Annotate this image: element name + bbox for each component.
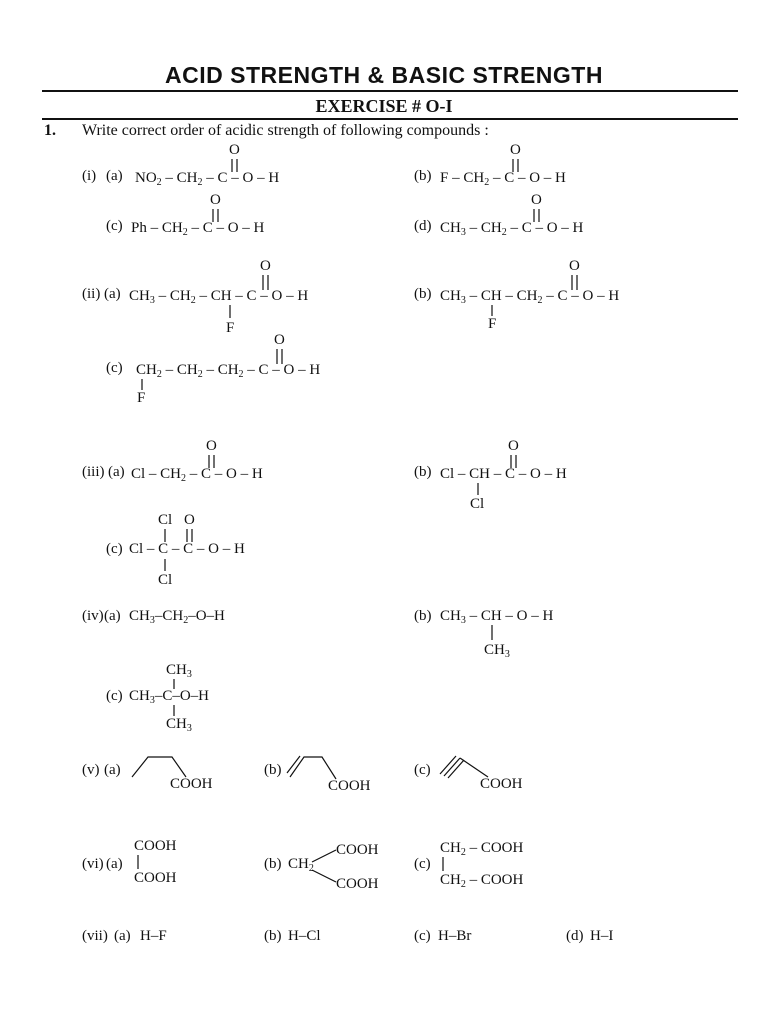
part-iv-b-methyl: $CH_3$	[484, 642, 510, 660]
part-iii-a-formula: Cl – $CH_2$ – C – O – H	[131, 466, 263, 484]
question-text: Write correct order of acidic strength of following compounds :	[82, 122, 489, 139]
part-vii-d-formula: H–I	[590, 928, 614, 944]
part-vii-a-label: (a)	[114, 928, 131, 944]
part-iii-c-top-cl: Cl	[158, 512, 173, 528]
skeleton-v-c	[440, 756, 488, 778]
part-i-a-label: (a)	[106, 168, 123, 184]
part-ii-a-carbonyl-o: O	[260, 258, 271, 274]
part-vii-label: (vii)	[82, 928, 108, 944]
part-iv-b-label: (b)	[414, 608, 432, 624]
part-iii-c-formula: Cl – C – C – O – H	[129, 541, 245, 557]
part-v-b-cooh: COOH	[328, 778, 371, 794]
part-i-a-formula: $NO_2 - CH_2$ – C – O – H	[135, 170, 280, 188]
part-ii-b-fluorine: F	[488, 316, 497, 332]
part-v-label: (v)	[82, 762, 100, 778]
part-vii-b-label: (b)	[264, 928, 282, 944]
part-i-d-formula: $CH_3 - CH_2$ – C – O – H	[440, 220, 584, 238]
part-ii-a-label: (a)	[104, 286, 121, 302]
part-iv-c-formula: $CH_3-C-O-H$	[129, 688, 210, 706]
part-iii-c-carbonyl-o: O	[184, 512, 195, 528]
part-ii-c-formula: $CH_2 - CH_2 - CH_2$ – C – O – H	[136, 362, 321, 380]
part-iii-label: (iii)	[82, 464, 105, 480]
part-i-b-formula: F – $CH_2$ – C – O – H	[440, 170, 566, 188]
part-vi-a-bottom-cooh: COOH	[134, 870, 177, 886]
part-iv-c-bottom-methyl: $CH_3$	[166, 716, 192, 734]
part-vi-a-top-cooh: COOH	[134, 838, 177, 854]
part-iii-b-label: (b)	[414, 464, 432, 480]
part-vi-a-label: (a)	[106, 856, 123, 872]
part-vi-b-top-cooh: COOH	[336, 842, 379, 858]
part-vii-d-label: (d)	[566, 928, 584, 944]
part-ii-a-fluorine: F	[226, 320, 235, 336]
part-i-d-carbonyl-o: O	[531, 192, 542, 208]
part-ii-c-label: (c)	[106, 360, 123, 376]
part-ii-c-carbonyl-o: O	[274, 332, 285, 348]
skeleton-v-a	[132, 757, 186, 777]
part-ii-b-label: (b)	[414, 286, 432, 302]
part-iii-b-carbonyl-o: O	[508, 438, 519, 454]
part-iv-c-top-methyl: $CH_3$	[166, 662, 192, 680]
part-v-a-label: (a)	[104, 762, 121, 778]
exercise-heading: EXERCISE # O-I	[315, 96, 453, 116]
part-iii-b-chlorine: Cl	[470, 496, 485, 512]
part-v-b-label: (b)	[264, 762, 282, 778]
part-i-b-carbonyl-o: O	[510, 142, 521, 158]
part-i-c-formula: Ph – $CH_2$ – C – O – H	[131, 220, 265, 238]
part-iv-b-formula: $CH_3$ – CH – O – H	[440, 608, 554, 626]
part-vi-c-label: (c)	[414, 856, 431, 872]
part-i-c-carbonyl-o: O	[210, 192, 221, 208]
part-iv-a-label: (a)	[104, 608, 121, 624]
part-i-c-label: (c)	[106, 218, 123, 234]
part-vi-b-ch2: $CH_2$	[288, 856, 314, 874]
part-vi-c-bottom: $CH_2$ – COOH	[440, 872, 524, 890]
part-ii-c-fluorine: F	[137, 390, 146, 406]
part-vii-c-formula: H–Br	[438, 928, 472, 944]
part-vi-c-top: $CH_2$ – COOH	[440, 840, 524, 858]
exercise-divider	[42, 118, 738, 120]
title-divider	[42, 90, 738, 92]
page-title: ACID STRENGTH & BASIC STRENGTH	[165, 62, 603, 88]
part-v-a-cooh: COOH	[170, 776, 213, 792]
part-vii-a-formula: H–F	[140, 928, 167, 944]
skeleton-v-b	[287, 756, 336, 779]
part-iv-label: (iv)	[82, 608, 104, 624]
question-number: 1.	[44, 122, 56, 139]
part-i-d-label: (d)	[414, 218, 432, 234]
part-vi-label: (vi)	[82, 856, 104, 872]
part-v-c-cooh: COOH	[480, 776, 523, 792]
part-iii-b-formula: Cl – CH – C – O – H	[440, 466, 567, 482]
part-i-label: (i)	[82, 168, 97, 184]
part-iii-a-label: (a)	[108, 464, 125, 480]
part-ii-b-carbonyl-o: O	[569, 258, 580, 274]
part-i-a-carbonyl-o: O	[229, 142, 240, 158]
part-iv-c-label: (c)	[106, 688, 123, 704]
part-iii-a-carbonyl-o: O	[206, 438, 217, 454]
part-vii-b-formula: H–Cl	[288, 928, 321, 944]
part-ii-label: (ii)	[82, 286, 101, 302]
single-bond-vi-b-bottom	[312, 870, 336, 882]
part-v-c-label: (c)	[414, 762, 431, 778]
part-ii-b-formula: $CH_3$ – CH – $CH_2$ – C – O – H	[440, 288, 620, 306]
single-bond-vi-b-top	[312, 850, 336, 862]
part-iii-c-bottom-cl: Cl	[158, 572, 173, 588]
part-iii-c-label: (c)	[106, 541, 123, 557]
part-vi-b-label: (b)	[264, 856, 282, 872]
part-vii-c-label: (c)	[414, 928, 431, 944]
part-vi-b-bottom-cooh: COOH	[336, 876, 379, 892]
part-ii-a-formula: $CH_3 - CH_2$ – CH – C – O – H	[129, 288, 309, 306]
part-i-b-label: (b)	[414, 168, 432, 184]
part-iv-a-formula: $CH_3-CH_2-O-H$	[129, 608, 225, 626]
